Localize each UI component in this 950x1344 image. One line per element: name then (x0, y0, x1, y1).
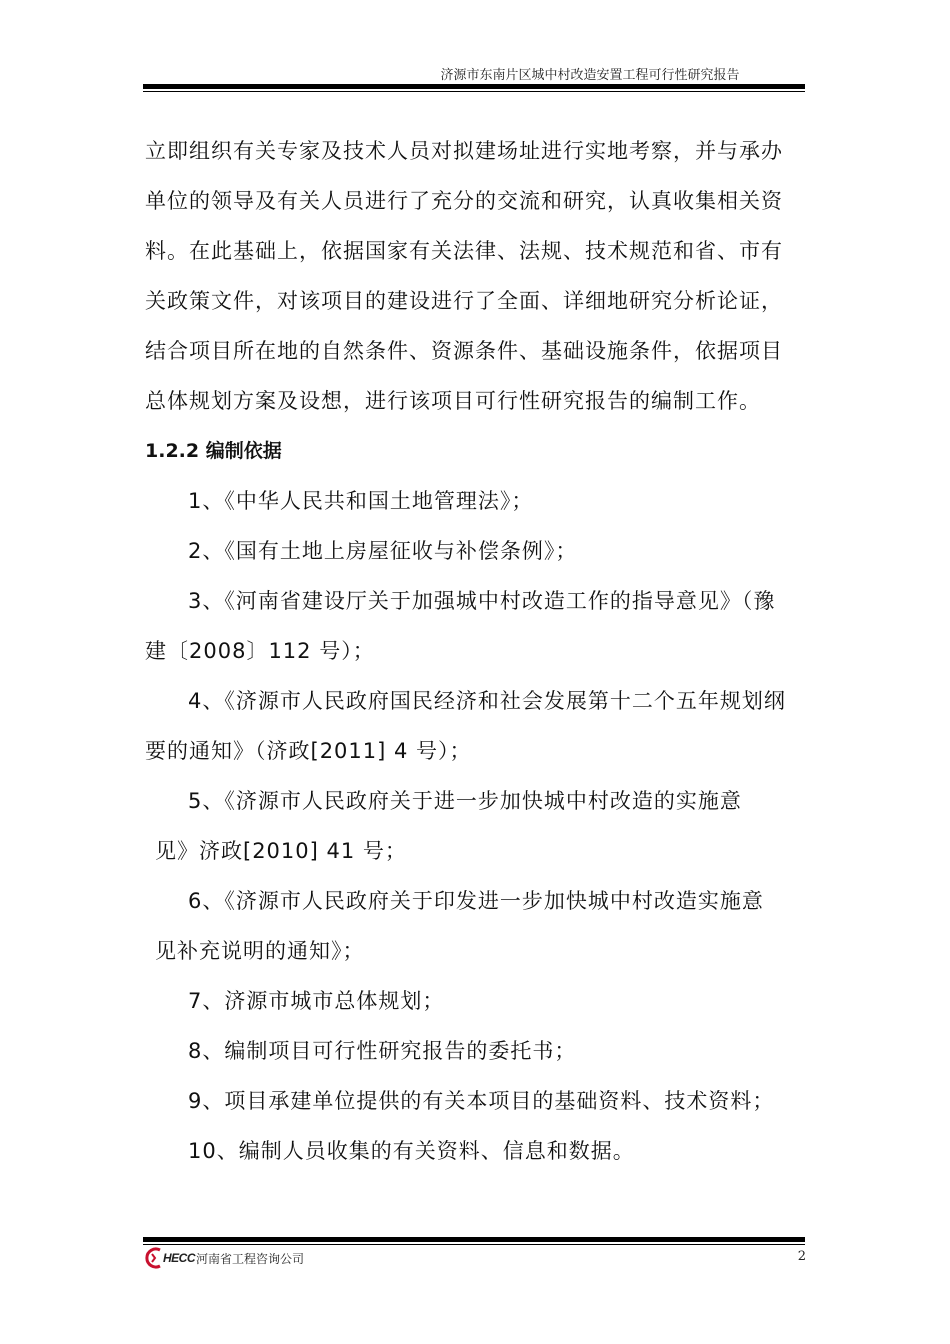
paragraph-line: 料。在此基础上，依据国家有关法律、法规、技术规范和省、市有 (145, 239, 783, 263)
list-item-continuation: 要的通知》（济政[2011] 4 号）； (145, 739, 472, 763)
footer-rule-thick (143, 1237, 805, 1242)
paragraph-line: 关政策文件，对该项目的建设进行了全面、详细地研究分析论证， (145, 289, 783, 313)
list-item-continuation: 见补充说明的通知》； (155, 939, 365, 963)
footer-logo (143, 1247, 304, 1269)
paragraph-line: 单位的领导及有关人员进行了充分的交流和研究，认真收集相关资 (145, 189, 783, 213)
header-rule-thick (143, 84, 805, 89)
section-heading: 1.2.2 编制依据 (145, 440, 282, 462)
list-item: 1、《中华人民共和国土地管理法》； (188, 489, 534, 513)
document-title: 济源市东南片区城中村改造安置工程可行性研究报告 (440, 68, 740, 83)
list-item: 2、《国有土地上房屋征收与补偿条例》； (188, 539, 578, 563)
page-number: 2 (797, 1249, 806, 1264)
list-item-continuation: 建〔2008〕112 号）； (145, 639, 375, 663)
list-item: 10、编制人员收集的有关资料、信息和数据。 (188, 1139, 635, 1163)
paragraph-line: 总体规划方案及设想，进行该项目可行性研究报告的编制工作。 (145, 389, 761, 413)
list-item-continuation: 见》济政[2010] 41 号； (155, 839, 407, 863)
list-item: 4、《济源市人民政府国民经济和社会发展第十二个五年规划纲 (188, 689, 786, 713)
logo-text: HECC (163, 1251, 196, 1265)
footer-rule-thin (143, 1244, 805, 1245)
list-item: 6、《济源市人民政府关于印发进一步加快城中村改造实施意 (188, 889, 764, 913)
header-rule-thin (143, 91, 805, 92)
list-item: 7、济源市城市总体规划； (188, 989, 445, 1013)
list-item: 5、《济源市人民政府关于进一步加快城中村改造的实施意 (188, 789, 742, 813)
paragraph-line: 立即组织有关专家及技术人员对拟建场址进行实地考察，并与承办 (145, 139, 783, 163)
list-item: 8、编制项目可行性研究报告的委托书； (188, 1039, 577, 1063)
company-name: 河南省工程咨询公司 (196, 1251, 305, 1266)
paragraph-line: 结合项目所在地的自然条件、资源条件、基础设施条件，依据项目 (145, 339, 783, 363)
list-item: 9、项目承建单位提供的有关本项目的基础资料、技术资料； (188, 1089, 775, 1113)
list-item: 3、《河南省建设厅关于加强城中村改造工作的指导意见》（豫 (188, 589, 776, 613)
